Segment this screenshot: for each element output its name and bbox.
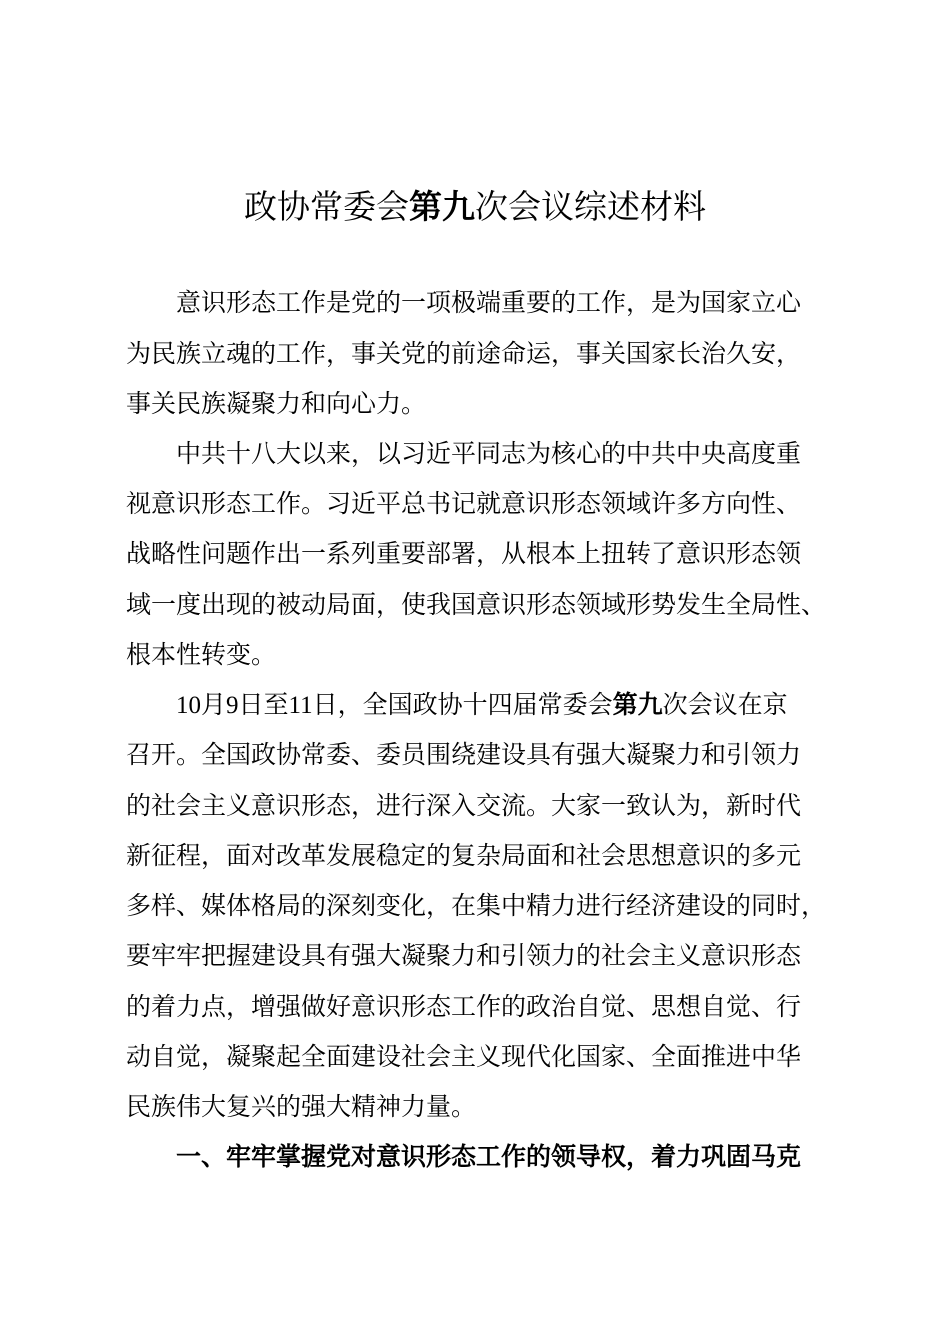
- date-month-char: 月: [201, 690, 227, 719]
- paragraph-2-line-5: 根本性转变。: [126, 640, 277, 669]
- date-month-num: 10: [176, 692, 201, 719]
- paragraph-3-line-1-tail: 次会议在京: [662, 690, 788, 719]
- paragraph-3-line-2: 召开。全国政协常委、委员围绕建设具有强大凝聚力和引领力: [126, 740, 802, 769]
- paragraph-3-line-3: 的社会主义意识形态，进行深入交流。大家一致认为，新时代: [126, 791, 802, 820]
- title-part2: 次会议综述材料: [475, 187, 706, 226]
- paragraph-1-line-1: 意识形态工作是党的一项极端重要的工作，是为国家立心: [176, 288, 802, 317]
- date-day-start: 9: [226, 692, 239, 719]
- paragraph-3-line-9: 民族伟大复兴的强大精神力量。: [126, 1092, 477, 1121]
- paragraph-2-line-2: 视意识形态工作。习近平总书记就意识形态领域许多方向性、: [126, 489, 802, 518]
- paragraph-2-line-4: 域一度出现的被动局面，使我国意识形态领域形势发生全局性、: [126, 590, 827, 619]
- paragraph-1-line-3: 事关民族凝聚力和向心力。: [126, 389, 427, 418]
- paragraph-1-line-2: 为民族立魂的工作，事关党的前途命运，事关国家长治久安，: [126, 339, 802, 368]
- paragraph-3-line-4: 新征程，面对改革发展稳定的复杂局面和社会思想意识的多元: [126, 841, 802, 870]
- paragraph-3-line-1-text: 日，全国政协十四届常委会: [312, 690, 613, 719]
- paragraph-3-line-8: 动自觉，凝聚起全面建设社会主义现代化国家、全面推进中华: [126, 1042, 802, 1071]
- title-part1: 政协常委会: [244, 187, 409, 226]
- paragraph-2-line-1: 中共十八大以来，以习近平同志为核心的中共中央高度重: [176, 439, 802, 468]
- paragraph-3-line-7: 的着力点，增强做好意识形态工作的政治自觉、思想自觉、行: [126, 992, 802, 1021]
- paragraph-3-line-6: 要牢牢把握建设具有强大凝聚力和引领力的社会主义意识形态: [126, 941, 802, 970]
- document-title: [0, 185, 950, 229]
- paragraph-3-line-5: 多样、媒体格局的深刻变化，在集中精力进行经济建设的同时，: [126, 891, 827, 920]
- title-bold: 第九: [409, 187, 475, 226]
- date-day-end: 11: [288, 692, 313, 719]
- paragraph-3-line-1: [176, 688, 788, 723]
- section-heading-1: 一、牢牢掌握党对意识形态工作的领导权，着力巩固马克: [176, 1142, 802, 1171]
- paragraph-2-line-3: 战略性问题作出一系列重要部署，从根本上扭转了意识形态领: [126, 539, 802, 568]
- paragraph-3-line-1-bold: 第九: [612, 690, 663, 719]
- date-range-char: 日至: [238, 690, 289, 719]
